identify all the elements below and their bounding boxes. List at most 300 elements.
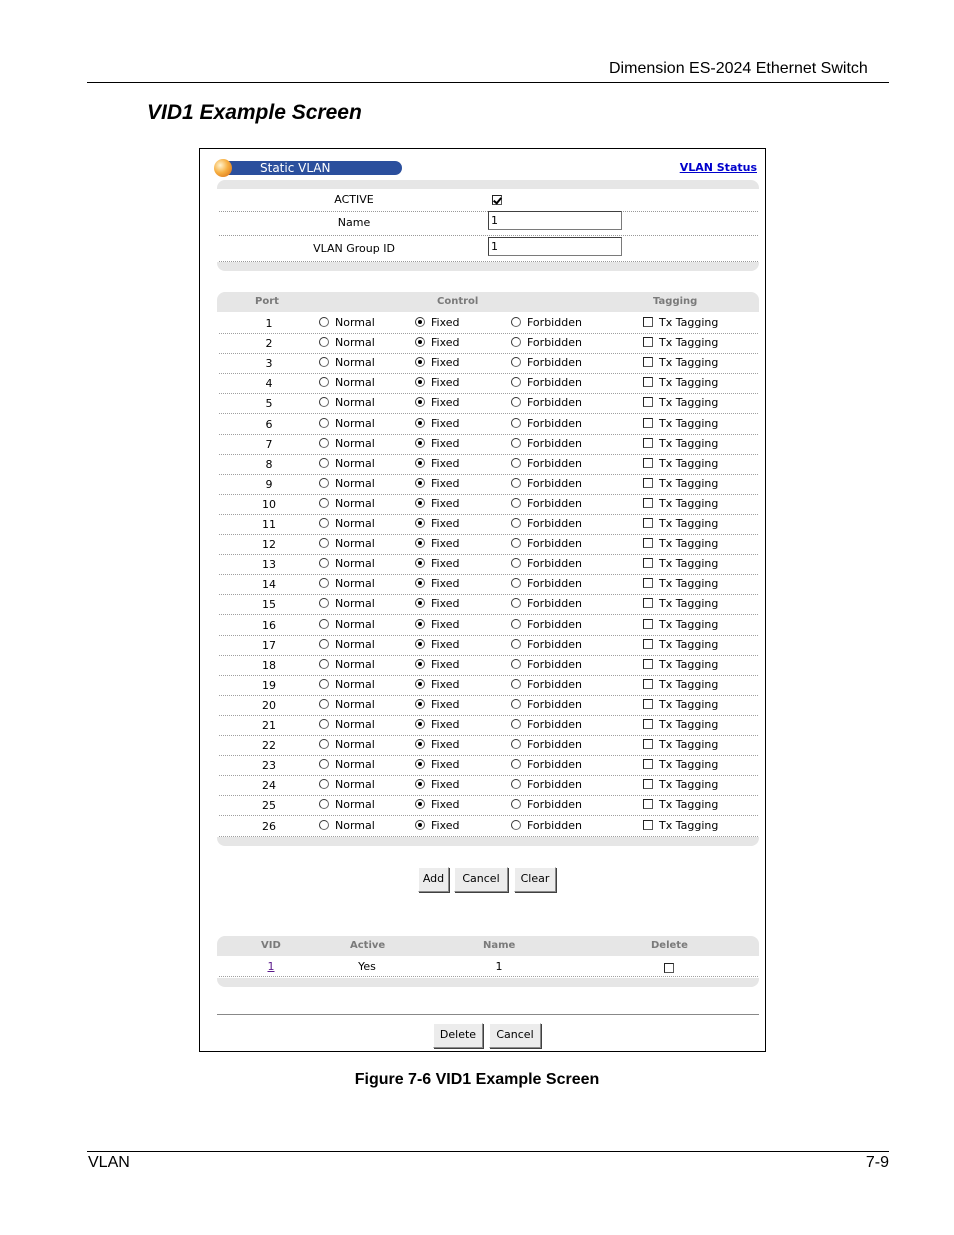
control-option-forbidden[interactable]: [511, 757, 582, 771]
control-option-fixed[interactable]: [415, 315, 460, 329]
control-option-forbidden[interactable]: [511, 617, 582, 631]
control-option-fixed[interactable]: [415, 697, 460, 711]
control-option-normal[interactable]: [319, 737, 375, 751]
fixed-radio[interactable]: [415, 659, 425, 669]
forbidden-radio[interactable]: [511, 779, 521, 789]
tx-tagging-option[interactable]: [643, 496, 718, 510]
table-row: [219, 956, 758, 977]
forbidden-label: Forbidden: [527, 436, 582, 450]
forbidden-radio[interactable]: [511, 759, 521, 769]
tx-tagging-option[interactable]: [643, 737, 718, 751]
tx-tagging-checkbox[interactable]: [643, 518, 653, 528]
control-option-forbidden[interactable]: [511, 416, 582, 430]
tx-tagging-label: Tx Tagging: [659, 596, 719, 610]
fixed-label: Fixed: [431, 737, 460, 751]
fixed-radio[interactable]: [415, 739, 425, 749]
tx-tagging-option[interactable]: [643, 456, 718, 470]
normal-label: Normal: [335, 315, 375, 329]
tx-tagging-checkbox[interactable]: [643, 538, 653, 548]
normal-radio[interactable]: [319, 799, 329, 809]
control-option-fixed[interactable]: [415, 717, 460, 731]
fixed-radio[interactable]: [415, 438, 425, 448]
control-option-normal[interactable]: [319, 717, 375, 731]
control-option-fixed[interactable]: [415, 576, 460, 590]
control-option-normal[interactable]: [319, 456, 375, 470]
control-option-fixed[interactable]: [415, 516, 460, 530]
normal-label: Normal: [335, 818, 375, 832]
forbidden-label: Forbidden: [527, 496, 582, 510]
tx-tagging-checkbox[interactable]: [643, 498, 653, 508]
normal-radio[interactable]: [319, 699, 329, 709]
normal-radio[interactable]: [319, 659, 329, 669]
table-row: [219, 615, 758, 636]
normal-label: Normal: [335, 596, 375, 610]
tx-tagging-label: Tx Tagging: [659, 496, 719, 510]
fixed-radio[interactable]: [415, 478, 425, 488]
forbidden-label: Forbidden: [527, 697, 582, 711]
control-option-fixed[interactable]: [415, 556, 460, 570]
control-option-forbidden[interactable]: [511, 576, 582, 590]
forbidden-radio[interactable]: [511, 317, 521, 327]
tx-tagging-option[interactable]: [643, 657, 718, 671]
tx-tagging-label: Tx Tagging: [659, 777, 719, 791]
forbidden-radio[interactable]: [511, 799, 521, 809]
forbidden-label: Forbidden: [527, 677, 582, 691]
table-row: [219, 715, 758, 736]
control-option-normal[interactable]: [319, 596, 375, 610]
fixed-label: Fixed: [431, 315, 460, 329]
tx-tagging-checkbox[interactable]: [643, 418, 653, 428]
normal-radio[interactable]: [319, 518, 329, 528]
normal-label: Normal: [335, 717, 375, 731]
fixed-label: Fixed: [431, 576, 460, 590]
fixed-radio[interactable]: [415, 498, 425, 508]
footer-rule: [87, 1151, 889, 1152]
group-id-input[interactable]: [488, 237, 622, 256]
normal-radio[interactable]: [319, 759, 329, 769]
control-option-forbidden[interactable]: [511, 516, 582, 530]
document-header: Dimension ES-2024 Ethernet Switch: [609, 60, 868, 77]
control-option-forbidden[interactable]: [511, 496, 582, 510]
control-option-normal[interactable]: [319, 355, 375, 369]
tx-tagging-option[interactable]: [643, 536, 718, 550]
tx-tagging-option[interactable]: [643, 556, 718, 570]
control-option-fixed[interactable]: [415, 395, 460, 409]
forbidden-radio[interactable]: [511, 498, 521, 508]
normal-label: Normal: [335, 777, 375, 791]
tx-tagging-label: Tx Tagging: [659, 697, 719, 711]
control-option-fixed[interactable]: [415, 637, 460, 651]
forbidden-radio[interactable]: [511, 518, 521, 528]
normal-radio[interactable]: [319, 478, 329, 488]
control-option-normal[interactable]: [319, 335, 375, 349]
vlan-status-link[interactable]: VLAN Status: [679, 161, 757, 174]
control-option-forbidden[interactable]: [511, 395, 582, 409]
control-option-fixed[interactable]: [415, 617, 460, 631]
control-option-forbidden[interactable]: [511, 335, 582, 349]
control-option-normal[interactable]: [319, 657, 375, 671]
tx-tagging-option[interactable]: [643, 335, 718, 349]
fixed-radio[interactable]: [415, 619, 425, 629]
tx-tagging-option[interactable]: [643, 355, 718, 369]
fixed-label: Fixed: [431, 757, 460, 771]
tx-tagging-checkbox[interactable]: [643, 759, 653, 769]
control-option-fixed[interactable]: [415, 596, 460, 610]
normal-label: Normal: [335, 536, 375, 550]
normal-radio[interactable]: [319, 538, 329, 548]
tx-tagging-option[interactable]: [643, 315, 718, 329]
port-number: 6: [265, 418, 273, 431]
control-option-forbidden[interactable]: [511, 697, 582, 711]
fixed-radio[interactable]: [415, 558, 425, 568]
control-option-fixed[interactable]: [415, 657, 460, 671]
fixed-radio[interactable]: [415, 538, 425, 548]
forbidden-radio[interactable]: [511, 418, 521, 428]
control-option-fixed[interactable]: [415, 777, 460, 791]
tx-tagging-option[interactable]: [643, 395, 718, 409]
port-table-footer: [217, 837, 759, 846]
tx-tagging-option[interactable]: [643, 818, 718, 832]
normal-radio[interactable]: [319, 779, 329, 789]
fixed-label: Fixed: [431, 375, 460, 389]
tx-tagging-label: Tx Tagging: [659, 315, 719, 329]
fixed-radio[interactable]: [415, 679, 425, 689]
control-option-normal[interactable]: [319, 637, 375, 651]
active-label: ACTIVE: [334, 193, 374, 206]
control-option-normal[interactable]: [319, 536, 375, 550]
tx-tagging-option[interactable]: [643, 436, 718, 450]
tx-tagging-option[interactable]: [643, 677, 718, 691]
tx-tagging-option[interactable]: [643, 717, 718, 731]
tx-tagging-checkbox[interactable]: [643, 699, 653, 709]
control-option-fixed[interactable]: [415, 536, 460, 550]
control-option-normal[interactable]: [319, 375, 375, 389]
vid-link[interactable]: 1: [267, 960, 275, 973]
forbidden-radio[interactable]: [511, 619, 521, 629]
control-option-normal[interactable]: [319, 818, 375, 832]
forbidden-radio[interactable]: [511, 739, 521, 749]
control-option-fixed[interactable]: [415, 375, 460, 389]
fixed-label: Fixed: [431, 516, 460, 530]
fixed-radio[interactable]: [415, 699, 425, 709]
tx-tagging-option[interactable]: [643, 757, 718, 771]
control-option-forbidden[interactable]: [511, 797, 582, 811]
port-number: 10: [262, 498, 276, 511]
control-option-forbidden[interactable]: [511, 637, 582, 651]
forbidden-label: Forbidden: [527, 556, 582, 570]
normal-label: Normal: [335, 637, 375, 651]
fixed-label: Fixed: [431, 717, 460, 731]
normal-radio[interactable]: [319, 619, 329, 629]
control-option-normal[interactable]: [319, 556, 375, 570]
fixed-radio[interactable]: [415, 639, 425, 649]
footer-chapter: VLAN: [88, 1154, 130, 1171]
normal-label: Normal: [335, 335, 375, 349]
normal-radio[interactable]: [319, 317, 329, 327]
forbidden-radio[interactable]: [511, 719, 521, 729]
normal-radio[interactable]: [319, 337, 329, 347]
fixed-radio[interactable]: [415, 598, 425, 608]
cancel-delete-button[interactable]: Cancel: [489, 1023, 541, 1048]
port-number: 14: [262, 578, 276, 591]
fixed-radio[interactable]: [415, 759, 425, 769]
control-option-fixed[interactable]: [415, 737, 460, 751]
control-option-normal[interactable]: [319, 416, 375, 430]
fixed-radio[interactable]: [415, 317, 425, 327]
forbidden-label: Forbidden: [527, 476, 582, 490]
group-id-row: [219, 236, 758, 262]
tx-tagging-option[interactable]: [643, 576, 718, 590]
port-number: 2: [265, 337, 273, 350]
control-option-normal[interactable]: [319, 476, 375, 490]
port-number: 11: [262, 518, 276, 531]
tx-tagging-label: Tx Tagging: [659, 637, 719, 651]
port-number: 5: [265, 397, 273, 410]
fixed-label: Fixed: [431, 496, 460, 510]
normal-label: Normal: [335, 556, 375, 570]
table-row: [219, 594, 758, 615]
tx-tagging-checkbox[interactable]: [643, 679, 653, 689]
normal-radio[interactable]: [319, 418, 329, 428]
control-option-forbidden[interactable]: [511, 777, 582, 791]
control-option-forbidden[interactable]: [511, 536, 582, 550]
control-option-forbidden[interactable]: [511, 717, 582, 731]
divider: [217, 1014, 759, 1015]
control-option-normal[interactable]: [319, 697, 375, 711]
forbidden-radio[interactable]: [511, 578, 521, 588]
normal-radio[interactable]: [319, 458, 329, 468]
delete-button[interactable]: Delete: [433, 1023, 483, 1048]
cancel-button[interactable]: Cancel: [454, 867, 508, 892]
control-option-normal[interactable]: [319, 617, 375, 631]
normal-radio[interactable]: [319, 598, 329, 608]
control-option-fixed[interactable]: [415, 335, 460, 349]
control-option-normal[interactable]: [319, 797, 375, 811]
control-option-fixed[interactable]: [415, 456, 460, 470]
control-option-fixed[interactable]: [415, 476, 460, 490]
control-option-fixed[interactable]: [415, 757, 460, 771]
forbidden-radio[interactable]: [511, 820, 521, 830]
tx-tagging-option[interactable]: [643, 416, 718, 430]
forbidden-radio[interactable]: [511, 377, 521, 387]
tx-tagging-checkbox[interactable]: [643, 719, 653, 729]
fixed-radio[interactable]: [415, 337, 425, 347]
fixed-label: Fixed: [431, 818, 460, 832]
normal-label: Normal: [335, 355, 375, 369]
forbidden-radio[interactable]: [511, 538, 521, 548]
fixed-radio[interactable]: [415, 458, 425, 468]
fixed-radio[interactable]: [415, 799, 425, 809]
normal-radio[interactable]: [319, 739, 329, 749]
tx-tagging-label: Tx Tagging: [659, 355, 719, 369]
control-option-forbidden[interactable]: [511, 355, 582, 369]
port-col-header: Port: [255, 296, 279, 307]
forbidden-radio[interactable]: [511, 478, 521, 488]
control-option-fixed[interactable]: [415, 818, 460, 832]
control-option-normal[interactable]: [319, 315, 375, 329]
orb-icon: [214, 159, 232, 177]
tx-tagging-checkbox[interactable]: [643, 357, 653, 367]
control-option-fixed[interactable]: [415, 496, 460, 510]
tx-tagging-option[interactable]: [643, 375, 718, 389]
control-option-normal[interactable]: [319, 677, 375, 691]
fixed-radio[interactable]: [415, 779, 425, 789]
forbidden-label: Forbidden: [527, 818, 582, 832]
tx-tagging-option[interactable]: [643, 777, 718, 791]
tx-tagging-option[interactable]: [643, 797, 718, 811]
tx-tagging-label: Tx Tagging: [659, 375, 719, 389]
control-option-forbidden[interactable]: [511, 596, 582, 610]
name-input[interactable]: [488, 211, 622, 230]
normal-radio[interactable]: [319, 498, 329, 508]
tx-tagging-checkbox[interactable]: [643, 779, 653, 789]
fixed-radio[interactable]: [415, 719, 425, 729]
normal-label: Normal: [335, 436, 375, 450]
clear-button[interactable]: Clear: [514, 867, 556, 892]
control-option-forbidden[interactable]: [511, 456, 582, 470]
control-option-fixed[interactable]: [415, 355, 460, 369]
forbidden-label: Forbidden: [527, 456, 582, 470]
tx-tagging-option[interactable]: [643, 516, 718, 530]
control-option-forbidden[interactable]: [511, 556, 582, 570]
control-option-forbidden[interactable]: [511, 677, 582, 691]
control-option-normal[interactable]: [319, 757, 375, 771]
tx-tagging-label: Tx Tagging: [659, 818, 719, 832]
tx-tagging-label: Tx Tagging: [659, 456, 719, 470]
fixed-label: Fixed: [431, 677, 460, 691]
control-option-normal[interactable]: [319, 395, 375, 409]
control-option-fixed[interactable]: [415, 797, 460, 811]
forbidden-radio[interactable]: [511, 337, 521, 347]
normal-radio[interactable]: [319, 639, 329, 649]
fixed-label: Fixed: [431, 395, 460, 409]
tx-tagging-checkbox[interactable]: [643, 397, 653, 407]
forbidden-radio[interactable]: [511, 699, 521, 709]
control-option-forbidden[interactable]: [511, 657, 582, 671]
forbidden-radio[interactable]: [511, 679, 521, 689]
forbidden-radio[interactable]: [511, 438, 521, 448]
normal-radio[interactable]: [319, 357, 329, 367]
header-rule: [87, 82, 889, 83]
control-option-fixed[interactable]: [415, 677, 460, 691]
control-option-fixed[interactable]: [415, 416, 460, 430]
port-number: 12: [262, 538, 276, 551]
add-button[interactable]: Add: [418, 867, 449, 892]
tx-tagging-checkbox[interactable]: [643, 578, 653, 588]
tx-tagging-checkbox[interactable]: [643, 478, 653, 488]
normal-radio[interactable]: [319, 438, 329, 448]
table-row: [219, 554, 758, 575]
name-label: Name: [337, 216, 371, 229]
tx-tagging-option[interactable]: [643, 637, 718, 651]
control-option-normal[interactable]: [319, 496, 375, 510]
tx-tagging-label: Tx Tagging: [659, 395, 719, 409]
tx-tagging-checkbox[interactable]: [643, 317, 653, 327]
tx-tagging-label: Tx Tagging: [659, 335, 719, 349]
tx-tagging-checkbox[interactable]: [643, 739, 653, 749]
normal-label: Normal: [335, 737, 375, 751]
control-option-forbidden[interactable]: [511, 375, 582, 389]
tx-tagging-checkbox[interactable]: [643, 820, 653, 830]
normal-radio[interactable]: [319, 397, 329, 407]
port-number: 20: [262, 699, 276, 712]
forbidden-radio[interactable]: [511, 357, 521, 367]
tx-tagging-checkbox[interactable]: [643, 799, 653, 809]
tx-tagging-checkbox[interactable]: [643, 337, 653, 347]
forbidden-label: Forbidden: [527, 797, 582, 811]
forbidden-radio[interactable]: [511, 598, 521, 608]
tx-tagging-option[interactable]: [643, 596, 718, 610]
forbidden-radio[interactable]: [511, 397, 521, 407]
normal-radio[interactable]: [319, 558, 329, 568]
normal-radio[interactable]: [319, 679, 329, 689]
normal-label: Normal: [335, 757, 375, 771]
table-row: [219, 795, 758, 816]
control-option-normal[interactable]: [319, 777, 375, 791]
control-option-fixed[interactable]: [415, 436, 460, 450]
tx-tagging-checkbox[interactable]: [643, 598, 653, 608]
tx-tagging-label: Tx Tagging: [659, 617, 719, 631]
fixed-radio[interactable]: [415, 377, 425, 387]
fixed-label: Fixed: [431, 697, 460, 711]
tx-tagging-checkbox[interactable]: [643, 659, 653, 669]
fixed-radio[interactable]: [415, 418, 425, 428]
figure-caption: Figure 7-6 VID1 Example Screen: [354, 1071, 600, 1088]
fixed-radio[interactable]: [415, 397, 425, 407]
tx-tagging-option[interactable]: [643, 697, 718, 711]
control-option-forbidden[interactable]: [511, 818, 582, 832]
forbidden-label: Forbidden: [527, 596, 582, 610]
tx-tagging-checkbox[interactable]: [643, 639, 653, 649]
forbidden-radio[interactable]: [511, 558, 521, 568]
control-option-forbidden[interactable]: [511, 315, 582, 329]
active-checkbox[interactable]: [492, 195, 502, 205]
tx-tagging-checkbox[interactable]: [643, 619, 653, 629]
port-number: 18: [262, 659, 276, 672]
control-option-normal[interactable]: [319, 516, 375, 530]
tx-tagging-checkbox[interactable]: [643, 438, 653, 448]
delete-checkbox[interactable]: [664, 963, 674, 973]
fixed-label: Fixed: [431, 657, 460, 671]
normal-radio[interactable]: [319, 820, 329, 830]
forbidden-radio[interactable]: [511, 458, 521, 468]
tx-tagging-checkbox[interactable]: [643, 558, 653, 568]
fixed-radio[interactable]: [415, 518, 425, 528]
control-option-forbidden[interactable]: [511, 436, 582, 450]
port-number: 22: [262, 739, 276, 752]
control-option-forbidden[interactable]: [511, 737, 582, 751]
forbidden-radio[interactable]: [511, 659, 521, 669]
normal-radio[interactable]: [319, 578, 329, 588]
fixed-label: Fixed: [431, 355, 460, 369]
tx-tagging-checkbox[interactable]: [643, 377, 653, 387]
normal-radio[interactable]: [319, 377, 329, 387]
control-option-normal[interactable]: [319, 436, 375, 450]
tx-tagging-checkbox[interactable]: [643, 458, 653, 468]
fixed-radio[interactable]: [415, 578, 425, 588]
delete-col-header: Delete: [651, 940, 688, 951]
tx-tagging-option[interactable]: [643, 617, 718, 631]
forbidden-label: Forbidden: [527, 617, 582, 631]
fixed-radio[interactable]: [415, 357, 425, 367]
normal-radio[interactable]: [319, 719, 329, 729]
control-option-forbidden[interactable]: [511, 476, 582, 490]
control-option-normal[interactable]: [319, 576, 375, 590]
fixed-radio[interactable]: [415, 820, 425, 830]
tx-tagging-option[interactable]: [643, 476, 718, 490]
name-col-header: Name: [483, 940, 516, 951]
forbidden-radio[interactable]: [511, 639, 521, 649]
